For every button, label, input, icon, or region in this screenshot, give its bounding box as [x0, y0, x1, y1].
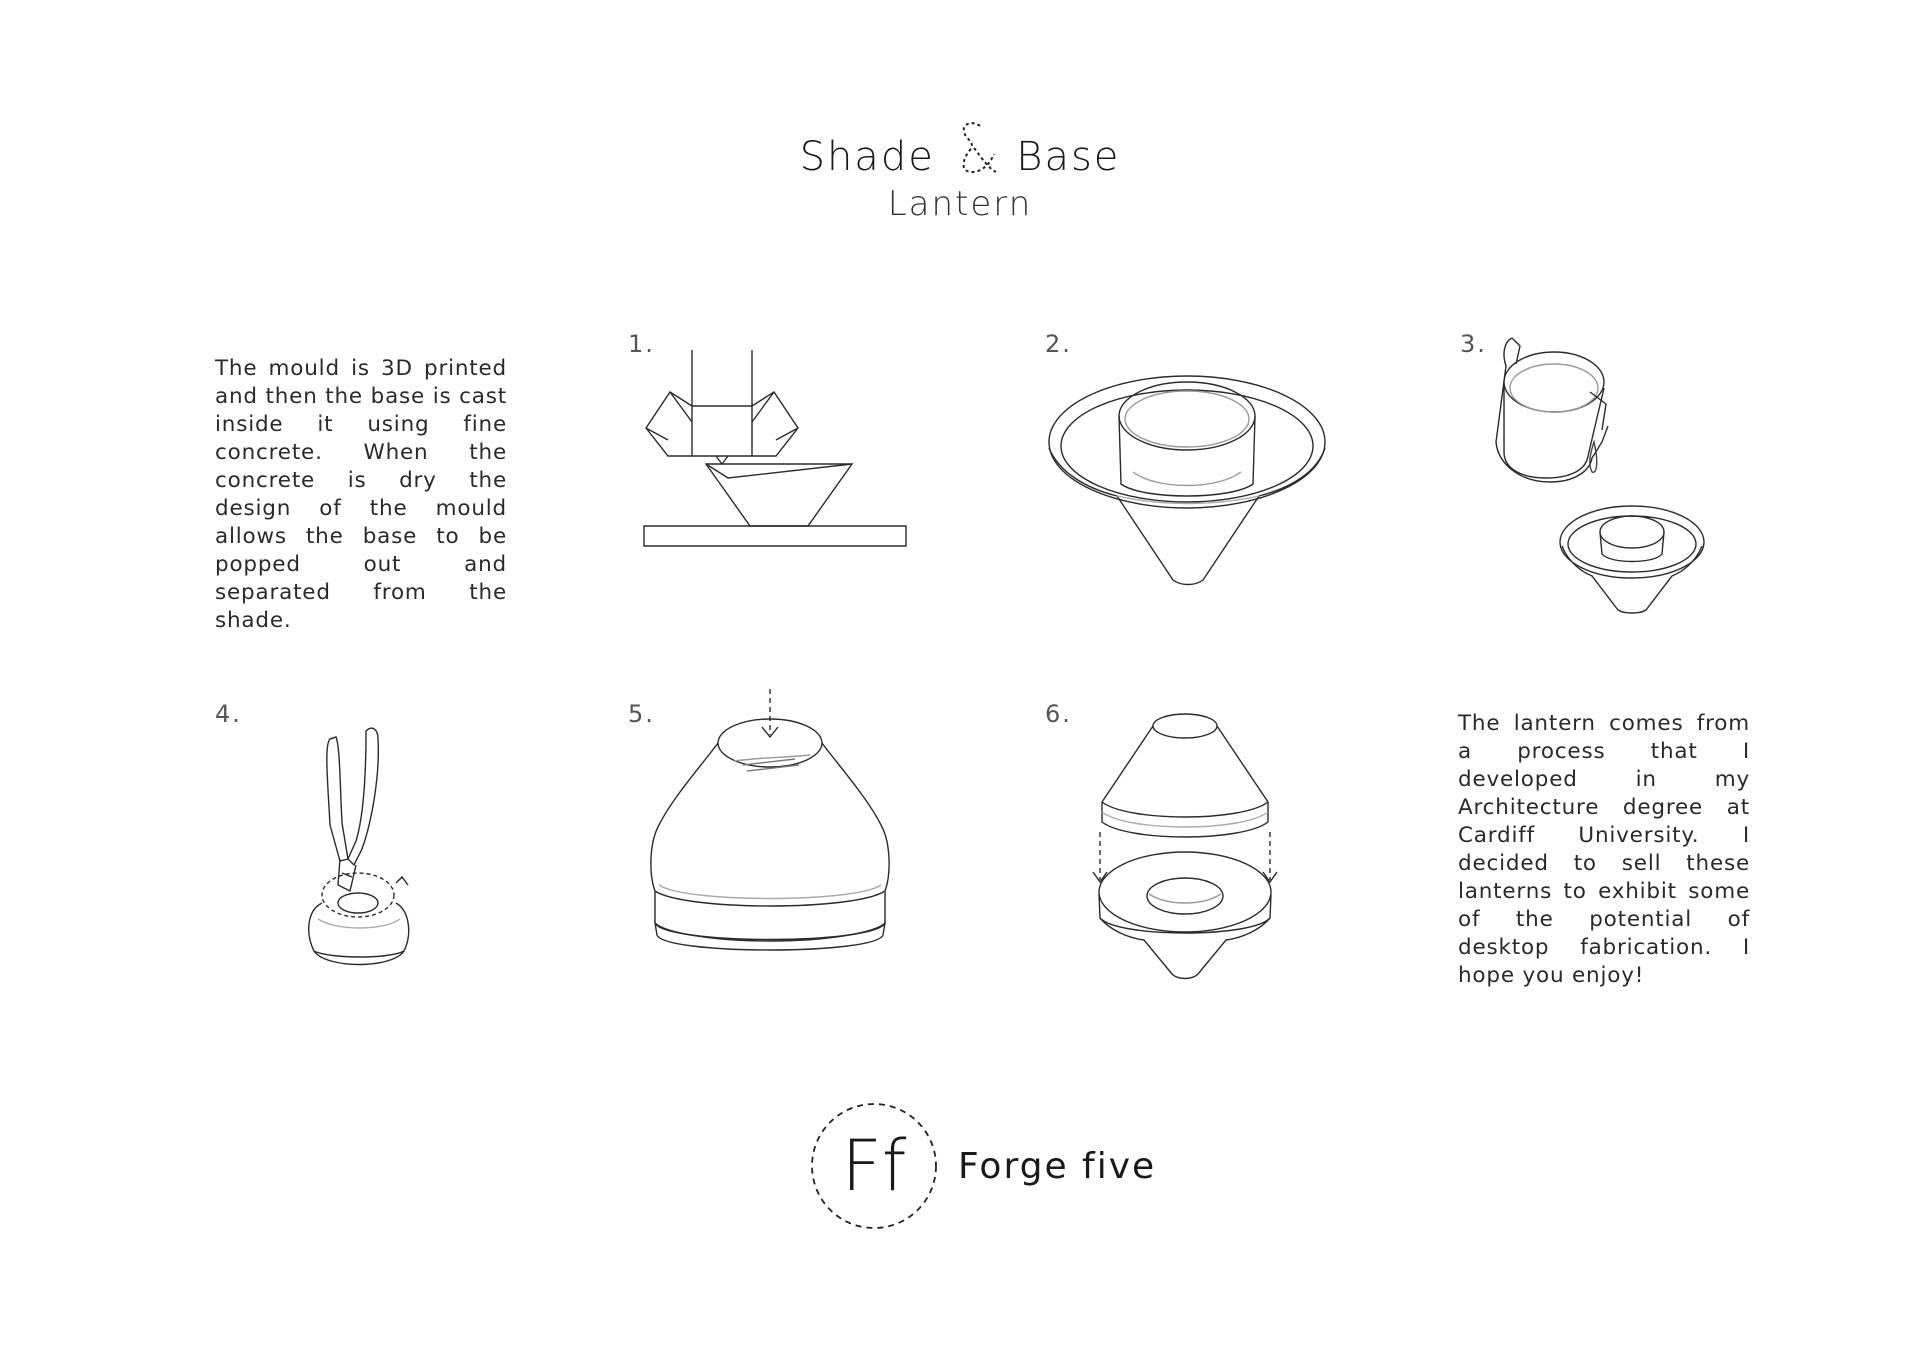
- title-word-shade: Shade: [799, 134, 935, 180]
- step-3-number: 3.: [1460, 330, 1487, 358]
- 3d-printer-nozzle-icon: [640, 350, 920, 550]
- step-5-number: 5.: [628, 700, 655, 728]
- mould-bowl-icon: [1045, 372, 1330, 587]
- forge-five-logo: [808, 1100, 940, 1232]
- shade-and-base-separated-icon: [1088, 708, 1278, 983]
- step-4-number: 4.: [215, 700, 242, 728]
- step-6-number: 6.: [1045, 700, 1072, 728]
- brand-name: Forge five: [958, 1146, 1157, 1187]
- step-2-number: 2.: [1045, 330, 1072, 358]
- jug-pouring-concrete-icon: [1490, 332, 1705, 617]
- intro-paragraph: The mould is 3D printed and then the base is cast inside it using fine concrete. When the concrete is dry the design of the mould allows the base to be popped out and separated from the shade.: [215, 356, 507, 633]
- dashed-ampersand-icon: [950, 118, 1002, 176]
- pliers-twisting-base-icon: [300, 725, 450, 980]
- page-title: [0, 118, 1920, 180]
- lantern-assembled-icon: [645, 685, 895, 975]
- outro-paragraph: The lantern comes from a process that I developed in my Architecture degree at Cardiff University. I decided to sell these lanterns to exhibit some of the potential of desktop fabrication. I hope you enjoy!: [1458, 711, 1750, 988]
- logo-monogram: Ff: [841, 1125, 907, 1207]
- step-1-number: 1.: [628, 330, 655, 358]
- title-word-base: Base: [1016, 134, 1121, 180]
- page-subtitle: Lantern: [887, 184, 1033, 224]
